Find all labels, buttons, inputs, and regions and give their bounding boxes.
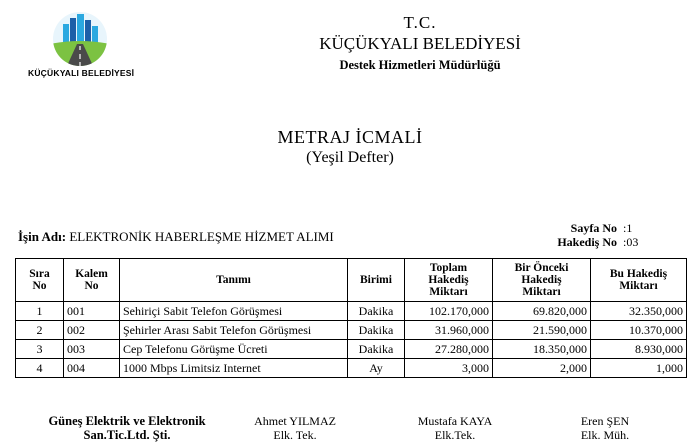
cell-bu: 10.370,000	[591, 321, 687, 340]
table-header-row	[16, 259, 687, 302]
col-header-bu: Bu Hakediş Miktarı	[591, 259, 687, 302]
cell-onceki: 69.820,000	[493, 302, 591, 321]
table-row	[16, 302, 687, 321]
cell-toplam: 27.280,000	[405, 340, 493, 359]
logo-caption: KÜÇÜKYALI BELEDİYESİ	[28, 68, 135, 78]
cell-tanim: Sehiriçi Sabit Telefon Görüşmesi	[120, 302, 348, 321]
col-header-no: Sıra No	[16, 259, 64, 302]
cell-no: 1	[16, 302, 64, 321]
progress-number	[520, 235, 638, 250]
job-name	[18, 229, 334, 245]
cell-birim: Dakika	[348, 321, 405, 340]
cell-bu: 32.350,000	[591, 302, 687, 321]
signature-eren: Eren ŞEN Elk. Müh.	[580, 414, 630, 442]
cell-tanim: 1000 Mbps Limitsiz Internet	[120, 359, 348, 378]
col-header-kalem: Kalem No	[64, 259, 120, 302]
cell-toplam: 102.170,000	[405, 302, 493, 321]
job-value: ELEKTRONİK HABERLEŞME HİZMET ALIMI	[69, 229, 334, 244]
page-number-value: :1	[623, 221, 633, 235]
cell-kalem: 002	[64, 321, 120, 340]
cell-onceki: 21.590,000	[493, 321, 591, 340]
header-municipality: KÜÇÜKYALI BELEDİYESİ	[319, 34, 521, 53]
cell-birim: Ay	[348, 359, 405, 378]
cell-birim: Dakika	[348, 340, 405, 359]
col-header-tanim: Tanımı	[120, 259, 348, 302]
cell-kalem: 003	[64, 340, 120, 359]
cell-kalem: 001	[64, 302, 120, 321]
document-subtitle: (Yeşil Defter)	[306, 149, 394, 166]
cell-birim: Dakika	[348, 302, 405, 321]
cell-kalem: 004	[64, 359, 120, 378]
table-row	[16, 340, 687, 359]
header-tc: T.C.	[403, 13, 437, 32]
col-header-toplam: Toplam Hakediş Miktarı	[405, 259, 493, 302]
col-header-onceki: Bir Önceki Hakediş Miktarı	[493, 259, 591, 302]
cell-no: 3	[16, 340, 64, 359]
municipality-logo	[50, 10, 110, 68]
cell-toplam: 3,000	[405, 359, 493, 378]
measurement-table	[15, 258, 687, 378]
cell-toplam: 31.960,000	[405, 321, 493, 340]
cell-tanim: Cep Telefonu Görüşme Ücreti	[120, 340, 348, 359]
signature-mustafa: Mustafa KAYA Elk.Tek.	[417, 414, 493, 442]
table-row	[16, 321, 687, 340]
cell-tanim: Şehirler Arası Sabit Telefon Görüşmesi	[120, 321, 348, 340]
cell-onceki: 18.350,000	[493, 340, 591, 359]
page-number-label: Sayfa No	[570, 221, 617, 235]
cell-onceki: 2,000	[493, 359, 591, 378]
col-header-birim: Birimi	[348, 259, 405, 302]
cell-no: 4	[16, 359, 64, 378]
header-department: Destek Hizmetleri Müdürlüğü	[339, 58, 501, 72]
page-number	[520, 221, 632, 236]
progress-number-label: Hakediş No	[557, 235, 617, 249]
signature-contractor: Güneş Elektrik ve Elektronik San.Tic.Ltd. Şti.	[48, 414, 206, 442]
cell-bu: 8.930,000	[591, 340, 687, 359]
cell-no: 2	[16, 321, 64, 340]
job-label: İşin Adı:	[18, 229, 67, 244]
table-row	[16, 359, 687, 378]
cell-bu: 1,000	[591, 359, 687, 378]
document-title: METRAJ İCMALİ	[277, 127, 423, 147]
signature-ahmet: Ahmet YILMAZ Elk. Tek.	[254, 414, 336, 442]
progress-number-value: :03	[623, 235, 639, 249]
